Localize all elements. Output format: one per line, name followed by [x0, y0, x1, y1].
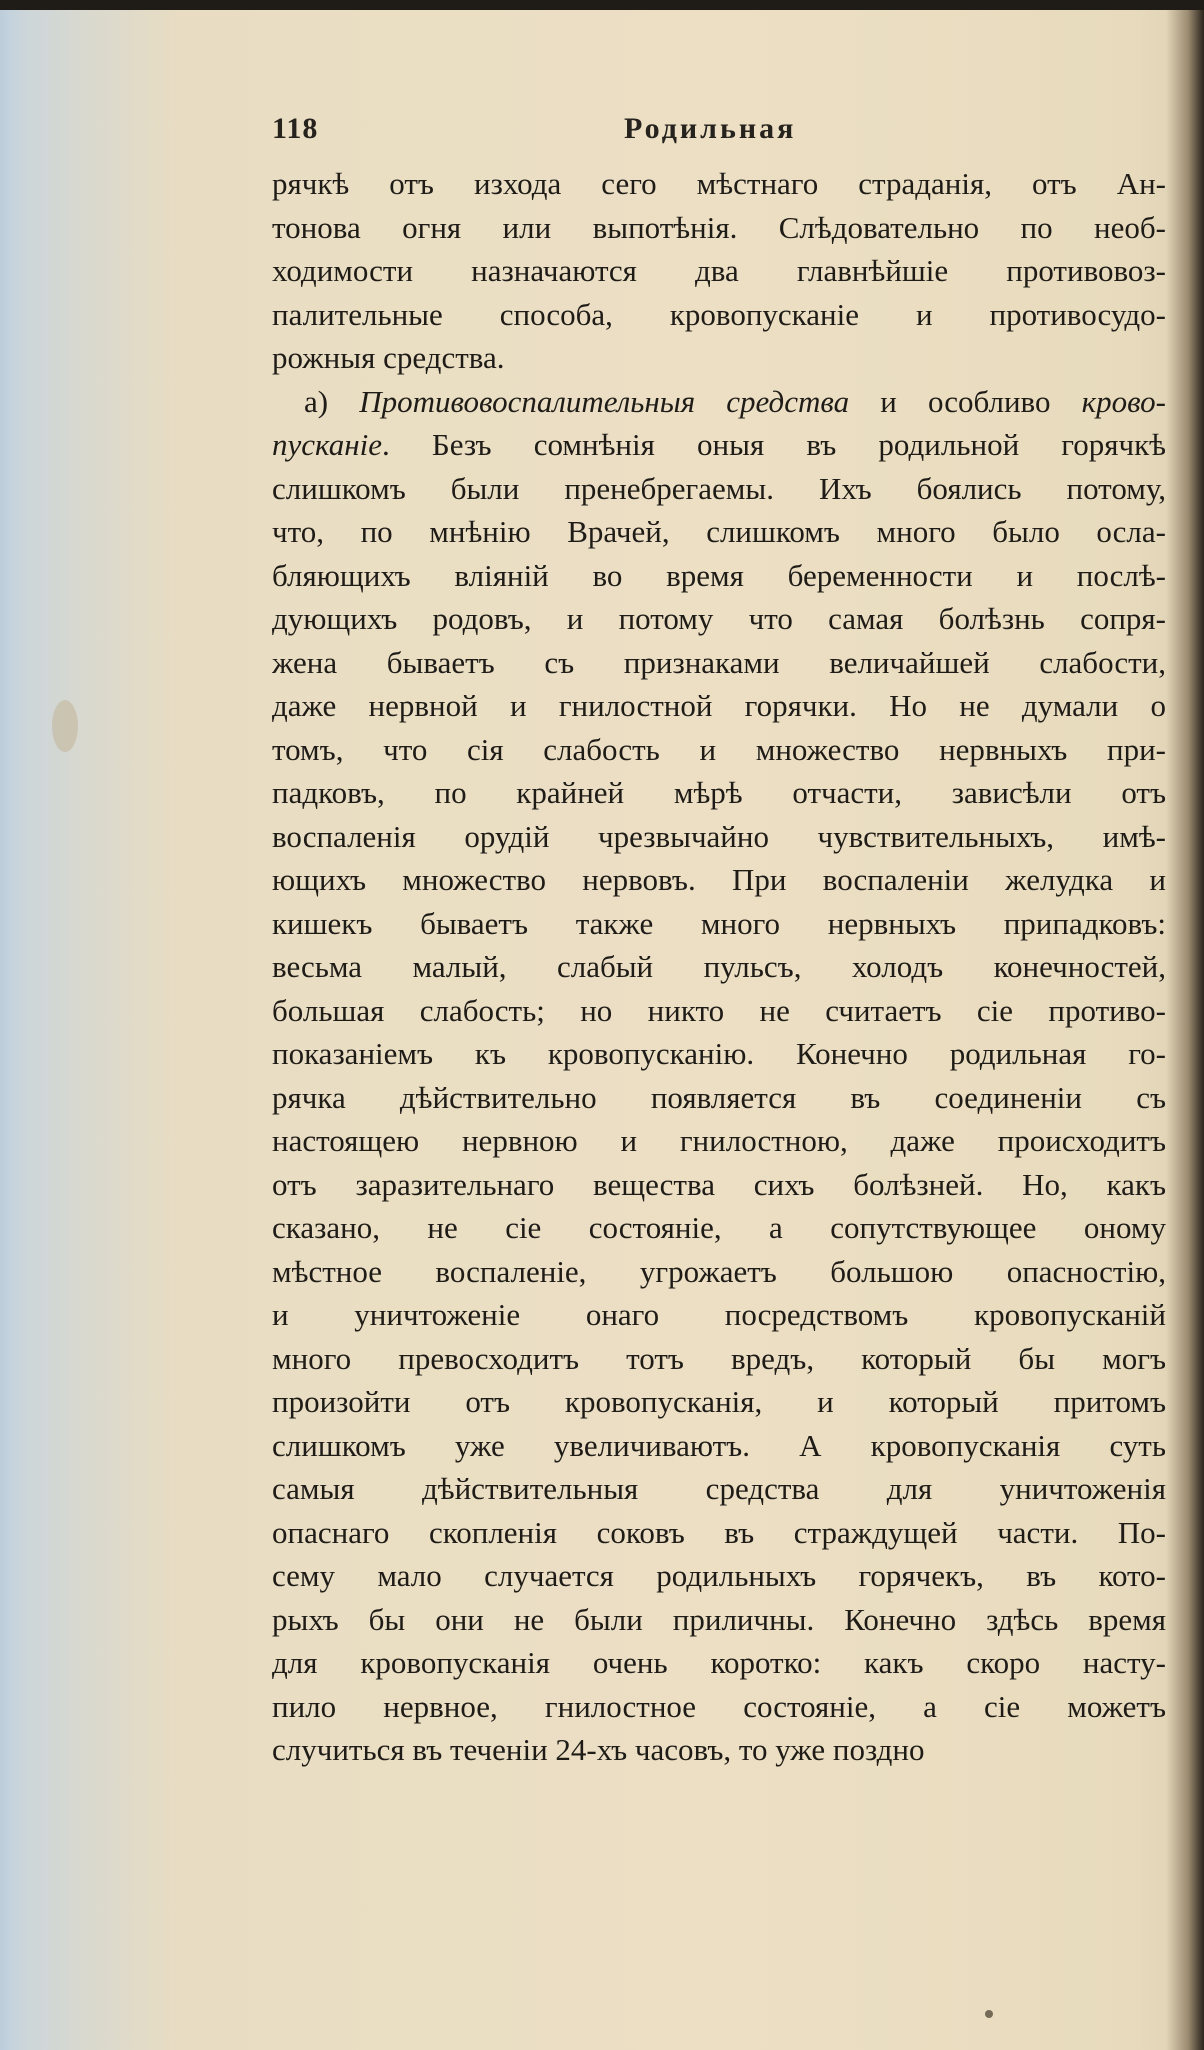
italic-phrase: Противовоспалительныя средства: [359, 383, 850, 419]
line-text: слишкомъ уже увеличиваютъ. А кровопусканія суть: [272, 1427, 1166, 1463]
text-line: [272, 423, 1166, 467]
text-line: [272, 467, 1166, 511]
line-text: показаніемъ къ кровопусканію. Конечно родильная го-: [272, 1036, 1166, 1071]
text-line: [272, 206, 1166, 250]
text-line: [272, 510, 1166, 554]
line-text: весьма малый, слабый пульсъ, холодъ конечностей,: [272, 949, 1166, 984]
line-text: ющихъ множество нервовъ. При воспаленіи желудка и: [272, 862, 1166, 897]
text-line: [272, 641, 1166, 685]
line-text: самыя дѣйствительныя средства для уничтоженія: [272, 1471, 1166, 1506]
line-text: жена бываетъ съ признаками величайшей слабости,: [272, 644, 1166, 680]
line-text: пило нервное, гнилостное состояніе, а сіе можетъ: [272, 1688, 1166, 1724]
text-line: [272, 1206, 1166, 1250]
page-number: 118: [272, 112, 319, 145]
line-text: тонова огня или выпотѣнія. Слѣдовательно по необ-: [272, 209, 1166, 245]
text-line: [272, 380, 1166, 424]
book-gutter-shadow: [1166, 10, 1204, 2050]
italic-phrase: пусканіе: [272, 427, 382, 462]
line-text: а): [304, 383, 360, 419]
line-text: дующихъ родовъ, и потому что самая болѣзнь сопря-: [272, 601, 1166, 636]
text-line: [272, 249, 1166, 293]
line-text: воспаленія орудій чрезвычайно чувствительныхъ, имѣ-: [272, 818, 1166, 854]
line-text: много превосходитъ тотъ вредъ, который бы могъ: [272, 1340, 1166, 1376]
text-line: [272, 1032, 1166, 1076]
text-line: [272, 1424, 1166, 1468]
text-line: [272, 1467, 1166, 1511]
text-line: [272, 554, 1166, 598]
line-text: . Безъ сомнѣнія оныя въ родильной горячкѣ: [382, 427, 1166, 462]
line-text: и уничтоженіе онаго посредствомъ кровопусканій: [272, 1297, 1166, 1332]
text-line: [272, 1641, 1166, 1685]
body-text: [272, 162, 1166, 1772]
page-header: [272, 112, 1142, 158]
text-line: [272, 597, 1166, 641]
text-line: [272, 293, 1166, 337]
text-line: [272, 1076, 1166, 1120]
text-line: [272, 1380, 1166, 1424]
text-line: [272, 1337, 1166, 1381]
text-line: [272, 728, 1166, 772]
line-text: падковъ, по крайней мѣрѣ отчасти, зависѣли отъ: [272, 775, 1166, 810]
line-text: произойти отъ кровопусканія, и который притомъ: [272, 1384, 1166, 1419]
text-line: [272, 815, 1166, 859]
text-line: [272, 1728, 1166, 1772]
line-text: рыхъ бы они не были приличны. Конечно здѣсь время: [272, 1601, 1166, 1637]
line-text: что, по мнѣнію Врачей, слишкомъ много было осла-: [272, 514, 1166, 549]
text-line: [272, 336, 1166, 380]
foxing-spot: [985, 2010, 993, 2018]
line-text: мѣстное воспаленіе, угрожаетъ большою опасностію,: [272, 1253, 1166, 1289]
line-text: рячка дѣйствительно появляется въ соединеніи съ: [272, 1079, 1166, 1115]
foxing-spot: [52, 700, 78, 752]
text-line: [272, 1554, 1166, 1598]
line-text: настоящею нервною и гнилостною, даже происходитъ: [272, 1123, 1166, 1158]
page-top-edge: [0, 0, 1204, 10]
text-line: [272, 989, 1166, 1033]
text-line: [272, 1119, 1166, 1163]
line-text: для кровопусканія очень коротко: какъ скоро насту-: [272, 1645, 1166, 1680]
line-text: рячкѣ отъ изхода сего мѣстнаго страданія, отъ Ан-: [272, 166, 1166, 201]
text-line: [272, 1250, 1166, 1294]
line-text: сему мало случается родильныхъ горячекъ, въ кото-: [272, 1558, 1166, 1593]
line-text: случиться въ теченіи 24-хъ часовъ, то уже поздно: [272, 1732, 925, 1767]
text-line: [272, 162, 1166, 206]
text-line: [272, 1598, 1166, 1642]
line-text: отъ заразительнаго вещества сихъ болѣзней. Но, какъ: [272, 1166, 1166, 1202]
text-line: [272, 1293, 1166, 1337]
line-text: сказано, не сіе состояніе, а сопутствующее оному: [272, 1210, 1166, 1245]
line-text: большая слабость; но никто не считаетъ сіе противо-: [272, 992, 1166, 1028]
line-text: палительные способа, кровопусканіе и противосудо-: [272, 296, 1166, 332]
line-text: опаснаго скопленія соковъ въ страждущей части. По-: [272, 1514, 1166, 1550]
text-line: [272, 1685, 1166, 1729]
line-text: слишкомъ были пренебрегаемы. Ихъ боялись потому,: [272, 470, 1166, 506]
line-text: рожныя средства.: [272, 340, 505, 375]
line-text: кишекъ бываетъ также много нервныхъ припадковъ:: [272, 905, 1166, 941]
line-text: томъ, что сія слабость и множество нервныхъ при-: [272, 731, 1166, 767]
text-line: [272, 858, 1166, 902]
line-text: ходимости назначаются два главнѣйшіе противовоз-: [272, 253, 1166, 288]
text-line: [272, 684, 1166, 728]
text-line: [272, 1163, 1166, 1207]
text-line: [272, 902, 1166, 946]
text-line: [272, 771, 1166, 815]
line-text: бляющихъ вліяній во время беременности и послѣ-: [272, 557, 1166, 593]
left-margin-tint: [0, 10, 180, 2050]
text-line: [272, 1511, 1166, 1555]
italic-phrase: крово-: [1081, 383, 1166, 419]
text-line: [272, 945, 1166, 989]
running-head: Родильная: [624, 112, 797, 145]
line-text: даже нервной и гнилостной горячки. Но не думали о: [272, 688, 1166, 723]
line-text: и особливо: [849, 383, 1082, 419]
